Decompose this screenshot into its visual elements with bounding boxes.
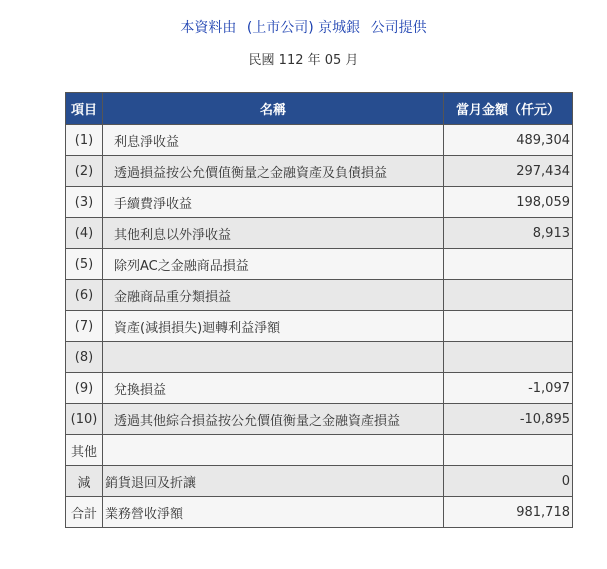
table-header-row <box>66 93 573 125</box>
row-amount <box>444 311 573 342</box>
source-prefix: 本資料由 <box>180 20 237 36</box>
row-amount <box>444 249 573 280</box>
company-name: (上市公司) 京城銀 <box>246 20 361 36</box>
table-row-total <box>66 497 573 528</box>
row-name: 資產(減損損失)迴轉利益淨額 <box>103 311 444 342</box>
table-row <box>66 404 573 435</box>
source-suffix: 公司提供 <box>370 20 427 36</box>
table-row <box>66 156 573 187</box>
table-row <box>66 125 573 156</box>
row-index: (9) <box>66 373 103 404</box>
row-name: 透過其他綜合損益按公允價值衡量之金融資產損益 <box>103 404 444 435</box>
row-name: 其他利息以外淨收益 <box>103 218 444 249</box>
table-row <box>66 311 573 342</box>
table-row <box>66 342 573 373</box>
source-line <box>0 17 607 37</box>
row-name: 利息淨收益 <box>103 125 444 156</box>
row-name <box>103 342 444 373</box>
row-amount: -1,097 <box>444 373 573 404</box>
row-name: 銷貨退回及折讓 <box>103 466 444 497</box>
row-index: 其他 <box>66 435 103 466</box>
row-index: (4) <box>66 218 103 249</box>
table-row <box>66 280 573 311</box>
row-index: (3) <box>66 187 103 218</box>
table-row <box>66 187 573 218</box>
row-amount: 8,913 <box>444 218 573 249</box>
row-amount: 981,718 <box>444 497 573 528</box>
column-header-amount: 當月金額（仟元） <box>444 93 573 125</box>
row-amount: 489,304 <box>444 125 573 156</box>
table-row <box>66 373 573 404</box>
table-row <box>66 249 573 280</box>
column-header-name: 名稱 <box>103 93 444 125</box>
row-name <box>103 435 444 466</box>
row-amount <box>444 280 573 311</box>
row-name: 手續費淨收益 <box>103 187 444 218</box>
revenue-table <box>65 92 573 528</box>
row-index: (2) <box>66 156 103 187</box>
row-index: (8) <box>66 342 103 373</box>
row-amount: -10,895 <box>444 404 573 435</box>
row-index: 合計 <box>66 497 103 528</box>
row-amount <box>444 435 573 466</box>
table-row <box>66 218 573 249</box>
report-period: 民國 112 年 05 月 <box>248 53 359 68</box>
row-name: 透過損益按公允價值衡量之金融資產及負債損益 <box>103 156 444 187</box>
row-name: 兌換損益 <box>103 373 444 404</box>
row-index: (7) <box>66 311 103 342</box>
row-index: 減 <box>66 466 103 497</box>
row-name: 除列AC之金融商品損益 <box>103 249 444 280</box>
row-index: (1) <box>66 125 103 156</box>
row-name: 業務營收淨額 <box>103 497 444 528</box>
row-amount <box>444 342 573 373</box>
row-amount: 198,059 <box>444 187 573 218</box>
column-header-item: 項目 <box>66 93 103 125</box>
row-index: (5) <box>66 249 103 280</box>
table-row <box>66 435 573 466</box>
row-amount: 0 <box>444 466 573 497</box>
row-name: 金融商品重分類損益 <box>103 280 444 311</box>
table-row <box>66 466 573 497</box>
row-amount: 297,434 <box>444 156 573 187</box>
row-index: (6) <box>66 280 103 311</box>
row-index: (10) <box>66 404 103 435</box>
